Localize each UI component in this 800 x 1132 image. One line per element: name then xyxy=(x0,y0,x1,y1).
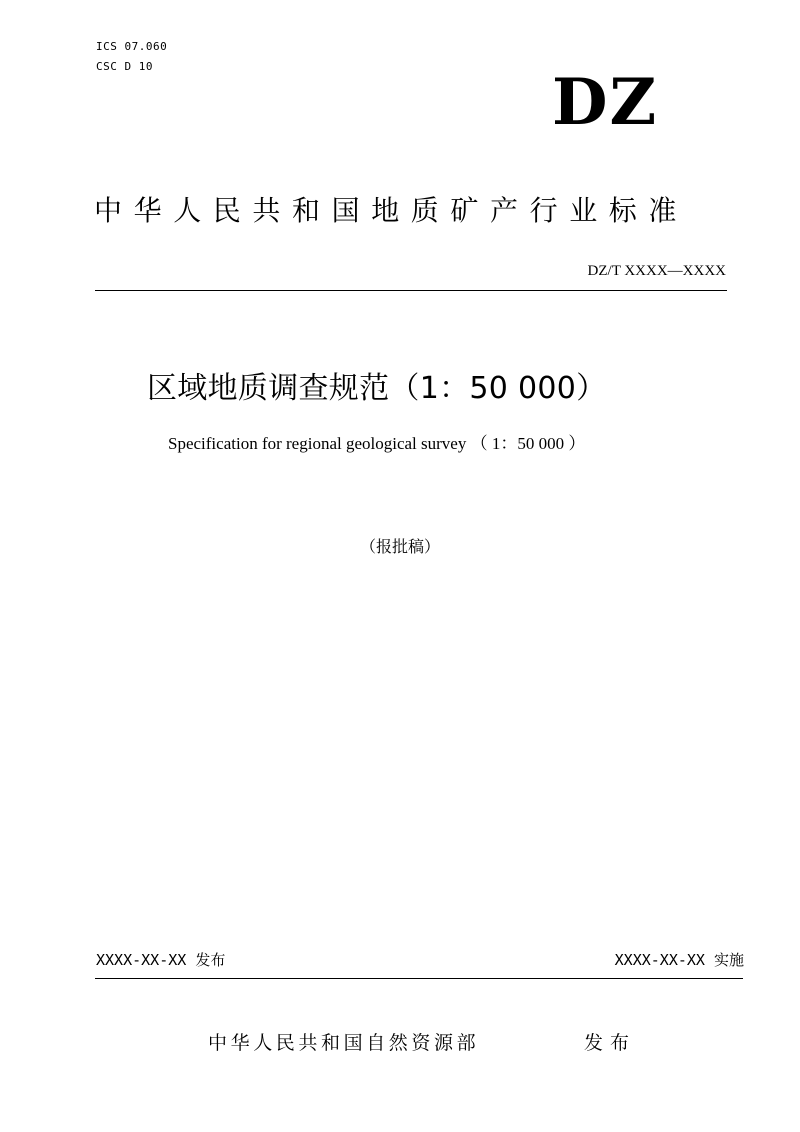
footer-divider xyxy=(95,978,743,979)
header-divider xyxy=(95,290,727,291)
standard-category-title: 中华人民共和国地质矿产行业标准 xyxy=(94,194,689,227)
ics-code: ICS 07.060 xyxy=(96,40,168,53)
document-title: 区域地质调查规范（1：50 000） xyxy=(147,371,607,406)
effective-date: XXXX-XX-XX 实施 xyxy=(614,951,744,969)
document-subtitle: Specification for regional geological survey （ 1：50 000 ） xyxy=(168,434,586,453)
issuing-authority: 中华人民共和国自然资源部 xyxy=(208,1032,480,1054)
issue-label: 发布 xyxy=(584,1032,637,1054)
standard-number: DZ/T XXXX—XXXX xyxy=(587,263,726,279)
draft-status: （报批稿） xyxy=(359,537,440,556)
publish-date: XXXX-XX-XX 发布 xyxy=(96,951,226,969)
csc-code: CSC D 10 xyxy=(96,60,153,73)
dz-logo: DZ xyxy=(552,65,659,140)
